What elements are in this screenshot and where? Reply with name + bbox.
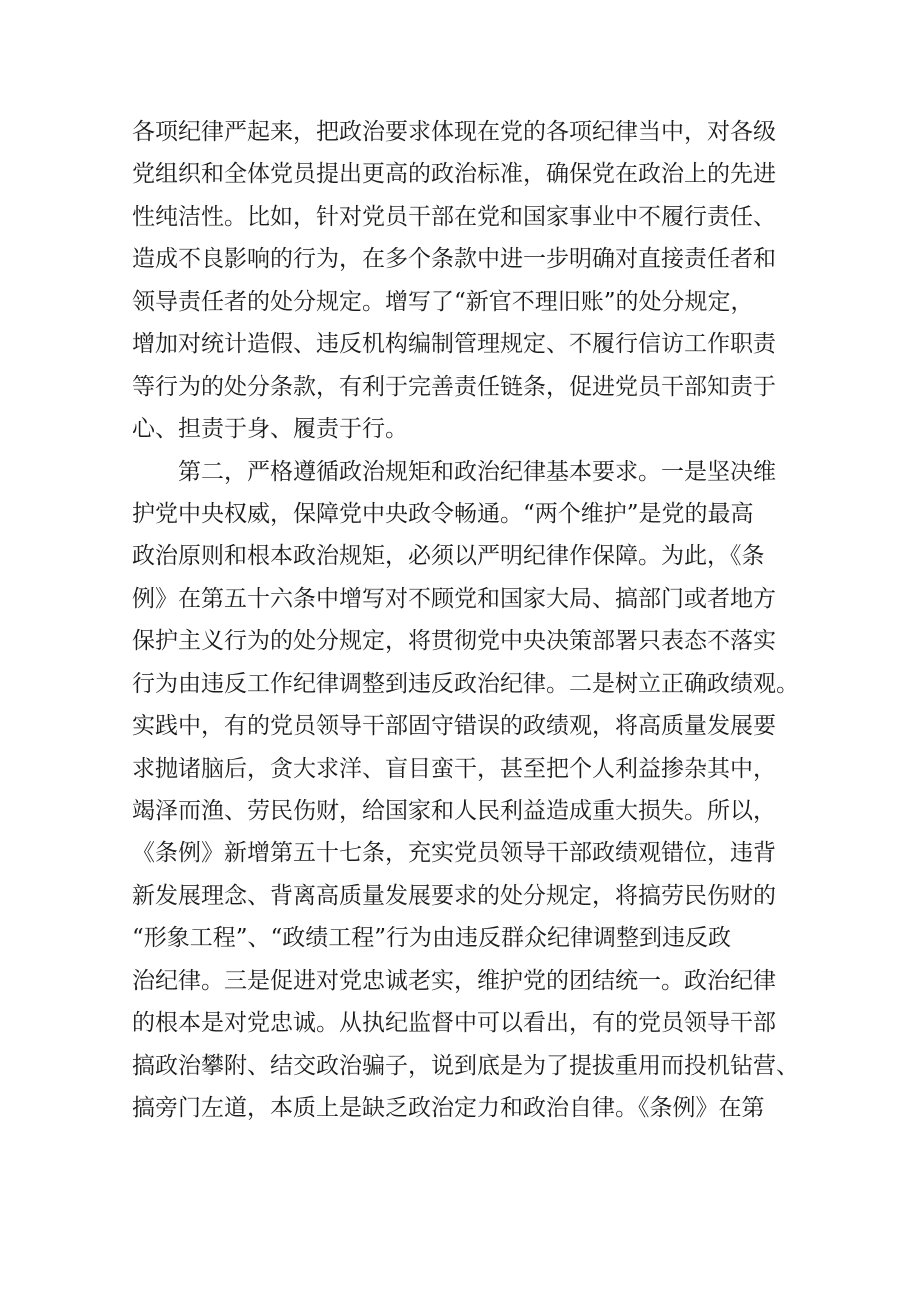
text-line: “形象工程”、“政绩工程”行为由违反群众纪律调整到违反政: [132, 925, 732, 952]
text-line: 护党中央权威，保障党中央政令畅通。“两个维护”是党的最高: [132, 500, 754, 527]
text-line: 搞政治攀附、结交政治骗子，说到底是为了提拔重用而投机钻营、: [132, 1052, 799, 1079]
text-line: 领导责任者的处分规定。增写了“新官不理旧账”的处分规定，: [132, 288, 754, 315]
text-line: 新发展理念、背离高质量发展要求的处分规定，将搞劳民伤财的: [132, 882, 776, 909]
text-line: 例》在第五十六条中增写对不顾党和国家大局、搞部门或者地方: [132, 585, 776, 612]
text-line: 造成不良影响的行为，在多个条款中进一步明确对直接责任者和: [132, 246, 776, 273]
text-line: 性纯洁性。比如，针对党员干部在党和国家事业中不履行责任、: [132, 203, 776, 230]
text-line: 政治原则和根本政治规矩，必须以严明纪律作保障。为此，《条: [132, 543, 765, 570]
text-line: 竭泽而渔、劳民伤财，给国家和人民利益造成重大损失。所以，: [132, 798, 776, 824]
text-line: 搞旁门左道，本质上是缺乏政治定力和政治自律。《条例》在第: [132, 1095, 765, 1122]
text-line: 等行为的处分条款，有利于完善责任链条，促进党员干部知责于: [132, 373, 776, 400]
text-line: 治纪律。三是促进对党忠诚老实，维护党的团结统一。政治纪律: [132, 967, 776, 994]
paragraph-first-line: 第二，严格遵循政治规矩和政治纪律基本要求。一是坚决维: [178, 458, 776, 485]
body-text: [132, 111, 799, 1130]
text-line: 增加对统计造假、违反机构编制管理规定、不履行信访工作职责: [132, 331, 776, 358]
text-line: 的根本是对党忠诚。从执纪监督中可以看出，有的党员领导干部: [132, 1010, 776, 1037]
text-line: 各项纪律严起来，把政治要求体现在党的各项纪律当中，对各级: [132, 119, 776, 145]
text-line: 党组织和全体党员提出更高的政治标准，确保党在政治上的先进: [132, 161, 776, 188]
text-line: 保护主义行为的处分规定，将贯彻党中央决策部署只表态不落实: [132, 628, 776, 655]
text-line: 《条例》新增第五十七条，充实党员领导干部政绩观错位，违背: [132, 840, 776, 867]
text-line: 求抛诸脑后，贪大求洋、盲目蛮干，甚至把个人利益掺杂其中，: [132, 755, 776, 782]
text-line: 心、担责于身、履责于行。: [132, 416, 408, 443]
text-line: 行为由违反工作纪律调整到违反政治纪律。二是树立正确政绩观。: [132, 670, 799, 697]
text-line: 实践中，有的党员领导干部固守错误的政绩观，将高质量发展要: [132, 713, 776, 740]
